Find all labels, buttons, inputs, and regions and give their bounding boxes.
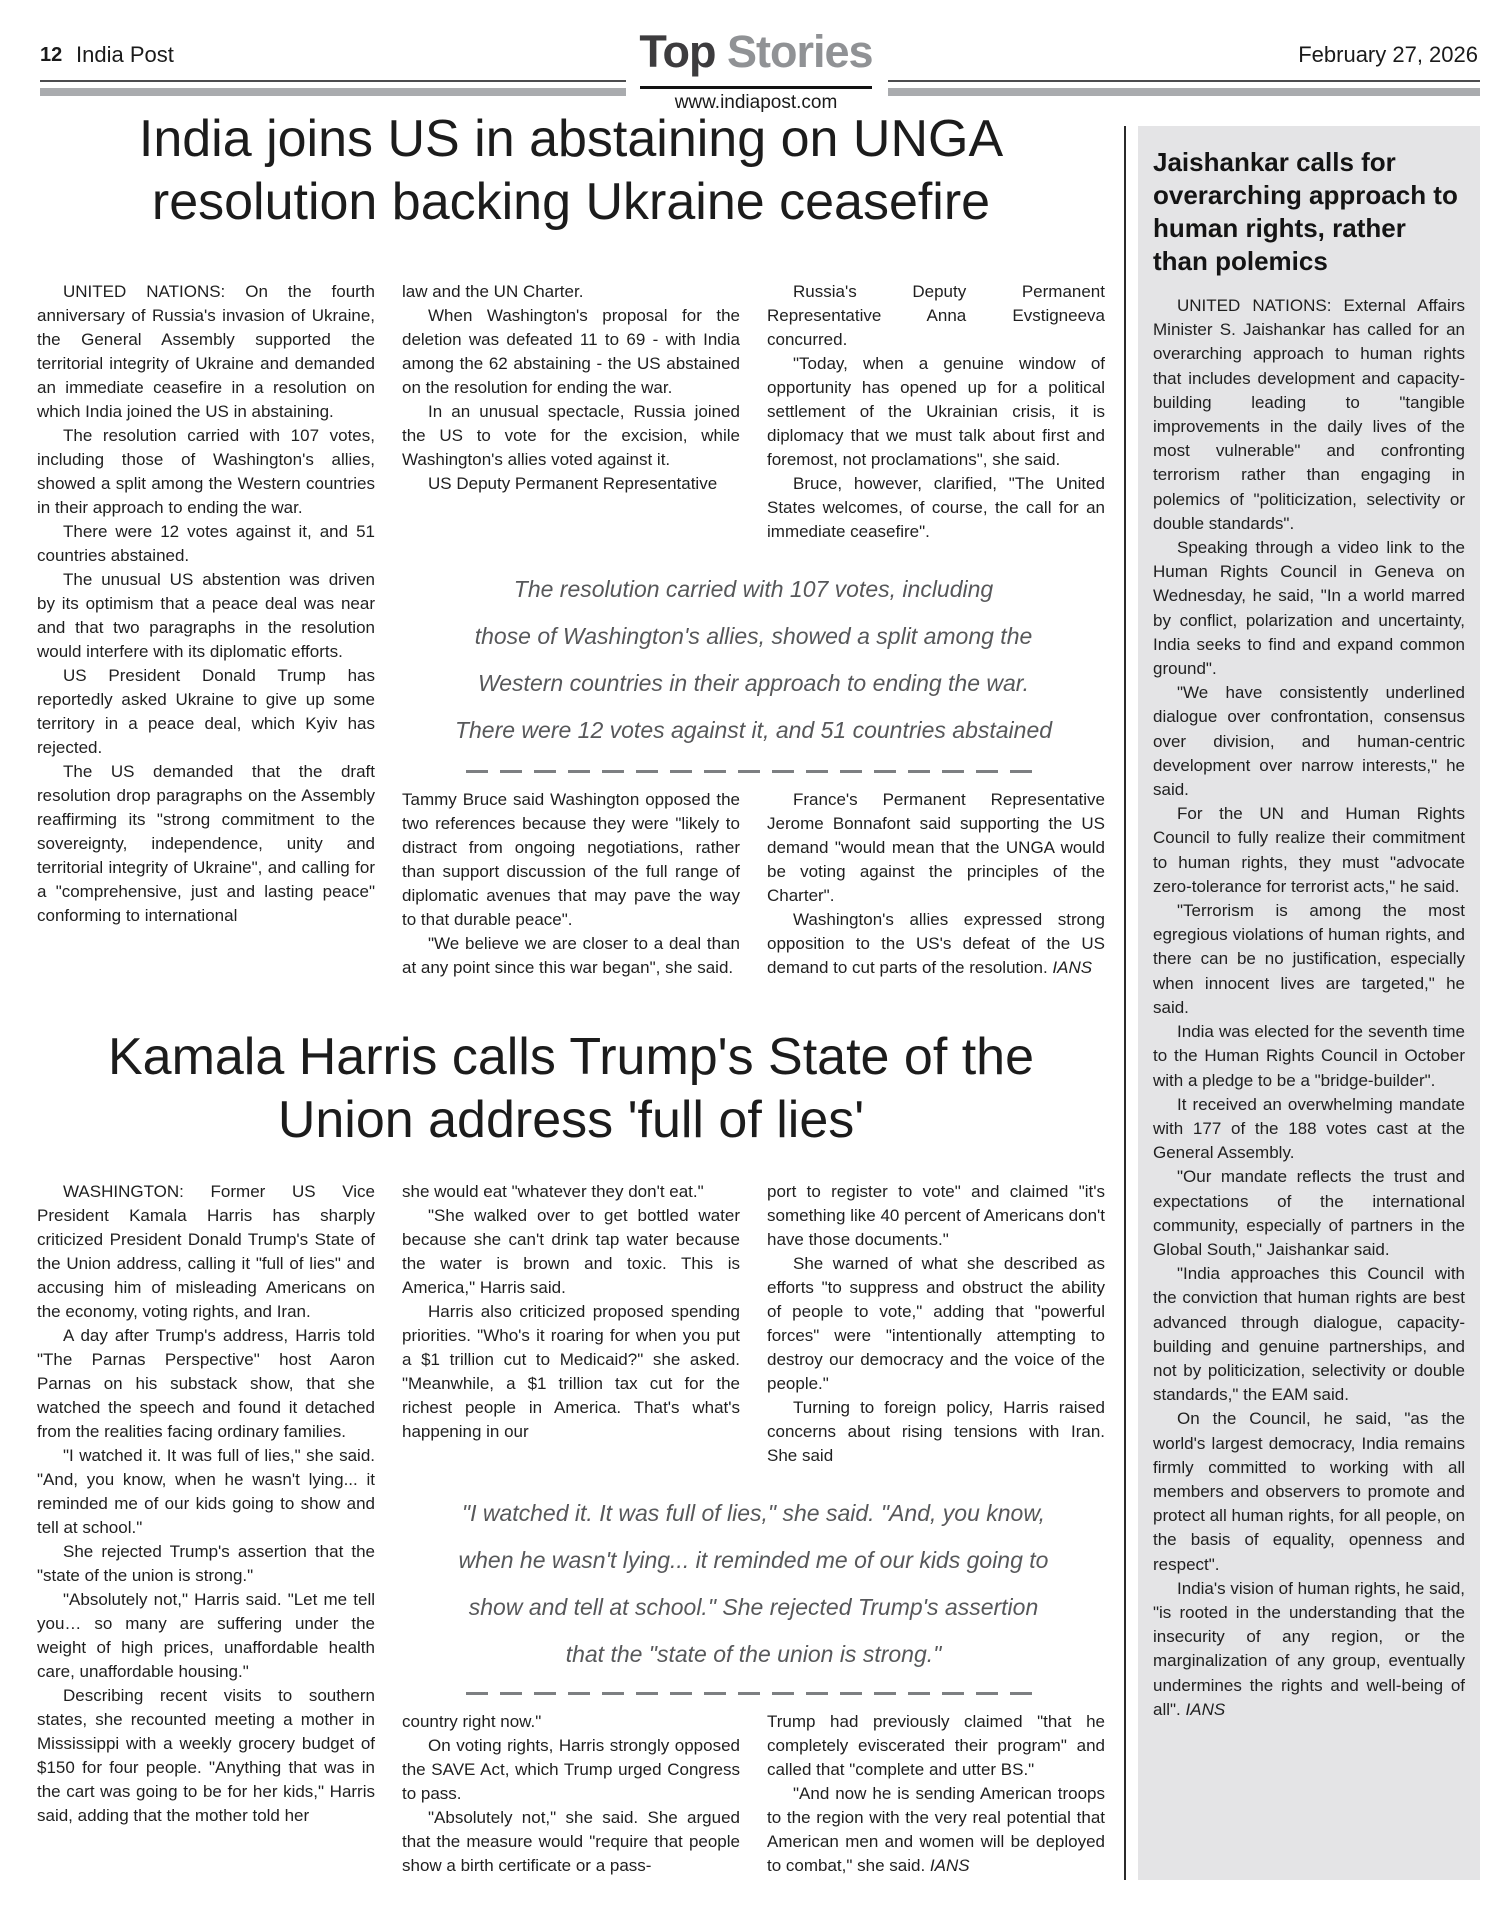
paragraph: For the UN and Human Rights Council to fully realize their commitment to human rights, they must "advocate zero-tolerance for terrorist acts," he said.: [1153, 804, 1465, 896]
paragraph: France's Permanent Representative Jerome Bonnafont said supporting the US demand "would mean that the UNGA would be voting against the principles of the Charter".: [767, 790, 1105, 905]
section-masthead: [556, 26, 956, 78]
paragraph: she would eat "whatever they don't eat.": [402, 1182, 704, 1201]
paragraph: law and the UN Charter.: [402, 282, 584, 301]
article-2-column-3-top: [767, 1180, 1105, 1480]
article-2-pull-quote: [402, 1490, 1105, 1678]
article-2-column-2-bottom: [402, 1710, 740, 1908]
paragraph: A day after Trump's address, Harris told "The Parnas Perspective" host Aaron Parnas on his substack show, that she watched the speech and found it detached from the realities facing ordinary families.: [37, 1326, 375, 1441]
masthead-word-top: Top: [639, 26, 716, 77]
paragraph: "Our mandate reflects the trust and expectations of the international community, especially of partners in the Global South," Jaishankar said.: [1153, 1167, 1465, 1259]
paragraph: India was elected for the seventh time to the Human Rights Council in October with a pledge to be a "bridge-builder".: [1153, 1022, 1465, 1090]
dashed-divider: [466, 1692, 1044, 1695]
paragraph: UNITED NATIONS: On the fourth anniversary of Russia's invasion of Ukraine, the General Assembly supported the territorial integrity of Ukraine and demanded an immediate ceasefire in a resolution on which India joined the US in abstaining.: [37, 282, 375, 421]
sidebar-body: [1153, 294, 1465, 1722]
article-1-column-3-bottom: [767, 788, 1105, 1024]
pull-quote-line: those of Washington's allies, showed a split among the: [474, 623, 1033, 649]
article-1-pull-quote: [402, 566, 1105, 754]
article-2-column-3-bottom: [767, 1710, 1105, 1908]
pull-quote-line: when he wasn't lying... it reminded me of our kids going to: [458, 1547, 1049, 1573]
paragraph: Russia's Deputy Permanent Representative Anna Evstigneeva concurred.: [767, 282, 1105, 349]
headline-line: Union address 'full of lies': [277, 1091, 865, 1149]
newspaper-name: India Post: [76, 42, 174, 67]
paragraph: UNITED NATIONS: External Affairs Minister S. Jaishankar has called for an overarching approach to human rights that includes development and capacity-building leading to "tangible improvements in the daily lives of the most vulnerable" and confronting terrorism rather than engaging in polemics of "politicization, selectivity or double standards".: [1153, 296, 1465, 533]
paragraph: Speaking through a video link to the Human Rights Council in Geneva on Wednesday, he said, "In a world marred by conflict, polarization and uncertainty, India seeks to find and expand common ground".: [1153, 538, 1465, 679]
paragraph: Trump had previously claimed "that he completely eviscerated their program" and called that "complete and utter BS.": [767, 1712, 1105, 1779]
header-rule-thick-left: [40, 88, 626, 96]
paragraph: Turning to foreign policy, Harris raised concerns about rising tensions with Iran. She said: [767, 1398, 1105, 1465]
pull-quote-line: Western countries in their approach to ending the war.: [477, 670, 1030, 696]
paragraph: The resolution carried with 107 votes, including those of Washington's allies, showed a split among the Western countries in their approach to ending the war.: [37, 426, 375, 517]
news-agency-credit: IANS: [925, 1856, 970, 1875]
paragraph: WASHINGTON: Former US Vice President Kamala Harris has sharply criticized President Donald Trump's State of the Union address, calling it "full of lies" and accusing him of misleading Americans on the economy, voting rights, and Iran.: [37, 1182, 375, 1321]
paragraph: US Deputy Permanent Representative: [428, 474, 718, 493]
article-2-headline: [37, 1026, 1105, 1152]
pull-quote-line: The resolution carried with 107 votes, including: [513, 576, 994, 602]
paragraph: "We have consistently underlined dialogue over confrontation, consensus over division, and human-centric development over narrow interests," he said.: [1153, 683, 1465, 800]
pull-quote-line: There were 12 votes against it, and 51 countries abstained: [454, 717, 1053, 743]
paragraph: Tammy Bruce said Washington opposed the two references because they were "likely to distract from ongoing negotiations, rather than support discussion of the full range of diplomatic avenues that may pave the way to that durable peace".: [402, 790, 740, 929]
headline-line: Kamala Harris calls Trump's State of the: [107, 1028, 1035, 1086]
masthead-word-stories: Stories: [727, 26, 873, 77]
sidebar-divider-rule: [1124, 126, 1126, 1880]
issue-date: February 27, 2026: [1298, 42, 1478, 67]
paragraph: "Absolutely not," Harris said. "Let me tell you… so many are suffering under the weight of high prices, unaffordable health care, unaffordable housing.": [37, 1590, 375, 1681]
paragraph: She rejected Trump's assertion that the "state of the union is strong.": [37, 1542, 375, 1585]
paragraph: Bruce, however, clarified, "The United States welcomes, of course, the call for an immediate ceasefire".: [767, 474, 1105, 541]
dashed-divider: [466, 770, 1044, 773]
header-rule-thin-left: [40, 80, 626, 82]
article-1-column-2-bottom: [402, 788, 740, 1024]
article-1-column-3-top: [767, 280, 1105, 566]
article-2-column-1: [37, 1180, 375, 1896]
article-1-column-1: [37, 280, 375, 1004]
paragraph: Harris also criticized proposed spending priorities. "Who's it roaring for when you put a $1 trillion cut to Medicaid?" she asked. "Meanwhile, a $1 trillion tax cut for the richest people in America. That's what's happening in our: [402, 1302, 740, 1441]
news-agency-credit: IANS: [1047, 958, 1093, 977]
paragraph: In an unusual spectacle, Russia joined the US to vote for the excision, while Washington's allies voted against it.: [402, 402, 740, 469]
article-2-column-2-top: [402, 1180, 740, 1480]
paragraph: "Absolutely not," she said. She argued that the measure would "require that people show a birth certificate or a pass-: [402, 1808, 740, 1875]
headline-line: resolution backing Ukraine ceasefire: [151, 173, 991, 231]
paragraph: Washington's allies expressed strong opposition to the US's defeat of the US demand to cut parts of the resolution. IANS: [767, 910, 1105, 977]
paragraph: There were 12 votes against it, and 51 countries abstained.: [37, 522, 375, 565]
header-rule-thin-right: [888, 80, 1480, 82]
pull-quote-line: show and tell at school." She rejected Trump's assertion: [468, 1594, 1039, 1620]
paragraph: Describing recent visits to southern states, she recounted meeting a mother in Mississippi with a weekly grocery budget of $150 for four people. "Anything that was in the cart was going to be for her kids," Harris said, adding that the mother told her: [37, 1686, 375, 1825]
paragraph: "She walked over to get bottled water because she can't drink tap water because the water is brown and toxic. This is America," Harris said.: [402, 1206, 740, 1297]
paragraph: "I watched it. It was full of lies," she said. "And, you know, when he wasn't lying... it reminded me of our kids going to show and tell at school.": [37, 1446, 375, 1537]
article-1-column-2-top: [402, 280, 740, 566]
paragraph: "And now he is sending American troops to the region with the very real potential that American men and women will be deployed to combat," she said. IANS: [767, 1784, 1105, 1875]
paragraph: US President Donald Trump has reportedly asked Ukraine to give up some territory in a peace deal, which Kyiv has rejected.: [37, 666, 375, 757]
paragraph: "India approaches this Council with the conviction that human rights are best advanced through dialogue, capacity-building and genuine partnerships, and not by politicization, selectivity or double standards," the EAM said.: [1153, 1264, 1465, 1405]
header-rule-thick-right: [888, 88, 1480, 96]
paragraph: On voting rights, Harris strongly opposed the SAVE Act, which Trump urged Congress to pass.: [402, 1736, 740, 1803]
paragraph: port to register to vote" and claimed "it's something like 40 percent of Americans don't have those documents.": [767, 1182, 1105, 1249]
masthead-underline: [640, 86, 872, 89]
paragraph: "We believe we are closer to a deal than at any point since this war began", she said.: [402, 934, 740, 977]
paragraph: "Terrorism is among the most egregious violations of human rights, and there can be no justification, especially when innocent lives are targeted," he said.: [1153, 901, 1465, 1017]
paragraph: On the Council, he said, "as the world's largest democracy, India remains firmly committed to working with all members and observers to promote and protect all human rights, for all people, on the basis of equality, openness and respect".: [1153, 1409, 1465, 1574]
paragraph: The US demanded that the draft resolution drop paragraphs on the Assembly reaffirming its "strong commitment to the sovereignty, independence, unity and territorial integrity of Ukraine", and calling for a "comprehensive, just and lasting peace" conforming to international: [37, 762, 375, 925]
website-url: www.indiapost.com: [674, 92, 838, 113]
pull-quote-line: "I watched it. It was full of lies," she said. "And, you know,: [461, 1500, 1046, 1526]
paragraph: country right now.": [402, 1712, 542, 1731]
news-agency-credit: IANS: [1180, 1699, 1226, 1719]
paragraph: She warned of what she described as efforts "to suppress and obstruct the ability of people to vote," adding that "powerful forces" were "intentionally attempting to destroy our democracy and the voice of the people.": [767, 1254, 1105, 1393]
pull-quote-line: that the "state of the union is strong.": [565, 1641, 942, 1667]
headline-line: India joins US in abstaining on UNGA: [138, 110, 1004, 168]
sidebar-article: [1138, 126, 1480, 1880]
paragraph: It received an overwhelming mandate with 177 of the 188 votes cast at the General Assembly.: [1153, 1094, 1465, 1163]
page-number: 12: [40, 44, 63, 66]
sidebar-headline: Jaishankar calls for overarching approach to human rights, rather than polemics: [1153, 147, 1458, 276]
paragraph: India's vision of human rights, he said, "is rooted in the understanding that the insecurity of any region, or the marginalization of any group, eventually undermines the rights and well-being of all". IANS: [1153, 1578, 1465, 1719]
paragraph: When Washington's proposal for the deletion was defeated 11 to 69 - with India among the 62 abstaining - the US abstained on the resolution for ending the war.: [402, 306, 740, 397]
paragraph: "Today, when a genuine window of opportunity has opened up for a political settlement of the Ukrainian crisis, it is diplomacy that we must talk about first and foremost, not proclamations", she said.: [767, 354, 1105, 469]
paragraph: The unusual US abstention was driven by its optimism that a peace deal was near and that two paragraphs in the resolution would interfere with its diplomatic efforts.: [37, 570, 375, 661]
article-1-headline: [37, 108, 1105, 234]
